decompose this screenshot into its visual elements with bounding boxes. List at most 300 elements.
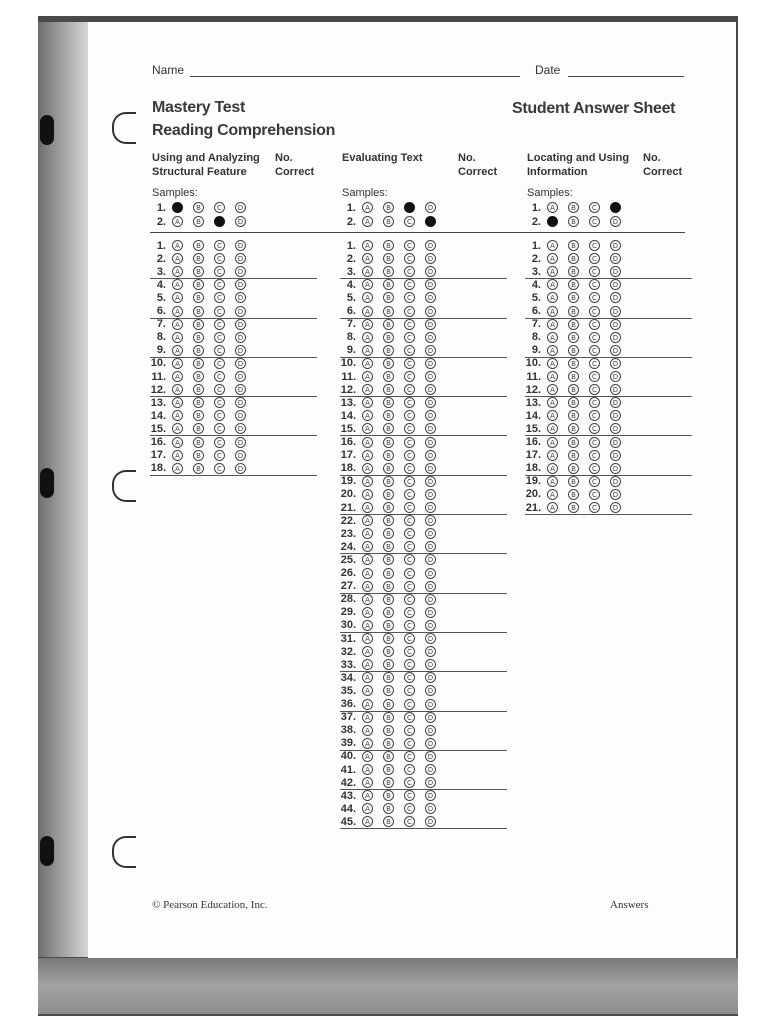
choice-bubble-c[interactable]: C [589,423,600,434]
choice-bubble-b[interactable]: B [383,345,394,356]
choice-bubble-a[interactable]: A [362,607,373,618]
choice-bubble-a[interactable]: A [172,410,183,421]
choice-bubble-b[interactable]: B [383,332,394,343]
choice-bubble-a[interactable]: A [172,345,183,356]
choice-bubble-b[interactable]: B [193,463,204,474]
choice-bubble-a[interactable]: A [362,659,373,670]
choice-bubble-a[interactable]: A [362,790,373,801]
choice-bubble-b[interactable]: B [383,410,394,421]
choice-bubble-b[interactable]: B [193,384,204,395]
choice-bubble-b[interactable]: B [383,568,394,579]
choice-bubble-b[interactable]: B [193,292,204,303]
choice-bubble-a[interactable]: A [172,358,183,369]
choice-bubble-c[interactable]: C [404,725,415,736]
choice-bubble-a[interactable]: A [362,712,373,723]
choice-bubble-d[interactable]: D [425,581,436,592]
choice-bubble-c[interactable]: C [589,476,600,487]
choice-bubble-b[interactable]: B [568,423,579,434]
choice-bubble-d[interactable]: D [235,371,246,382]
choice-bubble-a[interactable]: A [547,319,558,330]
choice-bubble-b[interactable]: B [383,764,394,775]
choice-bubble-c[interactable]: C [404,777,415,788]
choice-bubble-d[interactable]: D [610,216,621,227]
choice-bubble-d[interactable]: D [425,607,436,618]
choice-bubble-d[interactable]: D [235,345,246,356]
choice-bubble-c[interactable]: C [404,554,415,565]
choice-bubble-d[interactable]: D [610,410,621,421]
choice-bubble-a[interactable]: A [362,489,373,500]
choice-bubble-d[interactable]: D [610,332,621,343]
choice-bubble-c[interactable]: C [589,437,600,448]
choice-bubble-a[interactable]: A [362,216,373,227]
choice-bubble-c[interactable]: C [404,345,415,356]
choice-bubble-a[interactable]: A [362,803,373,814]
choice-bubble-c[interactable]: C [214,292,225,303]
choice-bubble-a[interactable]: A [172,240,183,251]
choice-bubble-a[interactable]: A [547,266,558,277]
choice-bubble-c[interactable]: C [214,202,225,213]
choice-bubble-b[interactable]: B [383,358,394,369]
choice-bubble-b[interactable]: B [568,319,579,330]
choice-bubble-c[interactable]: C [214,437,225,448]
choice-bubble-d[interactable]: D [425,266,436,277]
choice-bubble-c[interactable]: C [214,345,225,356]
choice-bubble-c[interactable]: C [214,319,225,330]
choice-bubble-a[interactable]: A [362,554,373,565]
choice-bubble-d[interactable]: D [425,384,436,395]
choice-bubble-c[interactable]: C [404,581,415,592]
choice-bubble-d[interactable]: D [610,489,621,500]
choice-bubble-a[interactable]: A [172,437,183,448]
choice-bubble-d[interactable]: D [610,306,621,317]
choice-bubble-d[interactable]: D [610,292,621,303]
choice-bubble-c[interactable]: C [404,528,415,539]
choice-bubble-a[interactable]: A [547,397,558,408]
choice-bubble-b[interactable]: B [193,358,204,369]
choice-bubble-d[interactable]: D [610,319,621,330]
choice-bubble-d[interactable]: D [235,240,246,251]
choice-bubble-c[interactable]: C [589,253,600,264]
choice-bubble-b[interactable]: B [383,476,394,487]
choice-bubble-c[interactable]: C [404,240,415,251]
choice-bubble-d[interactable]: D [425,463,436,474]
choice-bubble-b[interactable]: B [193,279,204,290]
choice-bubble-b[interactable]: B [383,463,394,474]
choice-bubble-a[interactable]: A [172,332,183,343]
choice-bubble-a[interactable]: A [362,699,373,710]
choice-bubble-b[interactable]: B [383,202,394,213]
choice-bubble-b[interactable]: B [383,397,394,408]
choice-bubble-d[interactable]: D [610,371,621,382]
choice-bubble-d[interactable]: D [425,397,436,408]
choice-bubble-a[interactable]: A [172,306,183,317]
choice-bubble-b[interactable]: B [568,384,579,395]
choice-bubble-b[interactable]: B [193,306,204,317]
choice-bubble-d[interactable]: D [235,358,246,369]
choice-bubble-a[interactable]: A [362,358,373,369]
choice-bubble-c[interactable]: C [404,568,415,579]
choice-bubble-b[interactable]: B [383,594,394,605]
choice-bubble-d[interactable]: D [425,476,436,487]
choice-bubble-a[interactable]: A [547,306,558,317]
choice-bubble-c[interactable]: C [589,266,600,277]
choice-bubble-b[interactable]: B [568,358,579,369]
choice-bubble-c[interactable]: C [404,764,415,775]
choice-bubble-c[interactable]: C [404,450,415,461]
choice-bubble-d[interactable]: D [235,384,246,395]
choice-bubble-d[interactable]: D [425,528,436,539]
choice-bubble-b[interactable]: B [193,423,204,434]
choice-bubble-b[interactable]: B [383,450,394,461]
choice-bubble-c[interactable]: C [404,803,415,814]
choice-bubble-a[interactable]: A [547,202,558,213]
choice-bubble-c[interactable]: C [404,397,415,408]
choice-bubble-a[interactable]: A [362,476,373,487]
choice-bubble-a[interactable]: A [172,216,183,227]
choice-bubble-b[interactable]: B [383,253,394,264]
choice-bubble-a[interactable]: A [362,816,373,827]
choice-bubble-b[interactable]: B [383,777,394,788]
choice-bubble-c[interactable]: C [214,306,225,317]
choice-bubble-b[interactable]: B [383,266,394,277]
choice-bubble-c[interactable]: C [589,319,600,330]
choice-bubble-c[interactable] [404,202,415,213]
choice-bubble-c[interactable]: C [404,659,415,670]
choice-bubble-b[interactable]: B [568,345,579,356]
choice-bubble-d[interactable]: D [425,437,436,448]
choice-bubble-d[interactable]: D [425,685,436,696]
choice-bubble-c[interactable]: C [214,279,225,290]
choice-bubble-c[interactable]: C [589,240,600,251]
choice-bubble-b[interactable]: B [568,489,579,500]
choice-bubble-a[interactable]: A [172,266,183,277]
choice-bubble-a[interactable]: A [547,476,558,487]
choice-bubble-d[interactable]: D [425,423,436,434]
choice-bubble-c[interactable]: C [589,292,600,303]
choice-bubble-d[interactable]: D [235,410,246,421]
choice-bubble-a[interactable]: A [362,253,373,264]
choice-bubble-a[interactable]: A [362,541,373,552]
choice-bubble-c[interactable]: C [589,216,600,227]
choice-bubble-d[interactable]: D [425,450,436,461]
choice-bubble-d[interactable]: D [425,620,436,631]
choice-bubble-b[interactable]: B [383,437,394,448]
choice-bubble-a[interactable]: A [362,384,373,395]
choice-bubble-c[interactable]: C [589,279,600,290]
choice-bubble-c[interactable]: C [404,515,415,526]
choice-bubble-b[interactable]: B [193,397,204,408]
choice-bubble-c[interactable]: C [404,633,415,644]
choice-bubble-a[interactable]: A [547,463,558,474]
choice-bubble-b[interactable]: B [383,699,394,710]
choice-bubble-d[interactable]: D [610,279,621,290]
choice-bubble-d[interactable]: D [425,489,436,500]
choice-bubble-c[interactable]: C [589,489,600,500]
choice-bubble-a[interactable]: A [172,397,183,408]
choice-bubble-a[interactable]: A [362,738,373,749]
choice-bubble-a[interactable]: A [362,764,373,775]
choice-bubble-a[interactable]: A [362,437,373,448]
choice-bubble-d[interactable]: D [425,410,436,421]
choice-bubble-a[interactable]: A [172,279,183,290]
choice-bubble-b[interactable]: B [383,672,394,683]
choice-bubble-a[interactable]: A [362,266,373,277]
choice-bubble-a[interactable]: A [547,292,558,303]
choice-bubble-b[interactable]: B [383,633,394,644]
choice-bubble-a[interactable]: A [362,202,373,213]
choice-bubble-a[interactable]: A [362,568,373,579]
choice-bubble-d[interactable]: D [425,751,436,762]
choice-bubble-a[interactable]: A [547,437,558,448]
choice-bubble-d[interactable]: D [425,646,436,657]
choice-bubble-d[interactable]: D [425,541,436,552]
choice-bubble-d[interactable]: D [425,672,436,683]
choice-bubble-b[interactable]: B [193,410,204,421]
choice-bubble-a[interactable]: A [172,253,183,264]
choice-bubble-c[interactable]: C [214,266,225,277]
choice-bubble-a[interactable]: A [362,633,373,644]
choice-bubble-b[interactable]: B [383,541,394,552]
choice-bubble-c[interactable]: C [404,712,415,723]
choice-bubble-a[interactable]: A [547,410,558,421]
choice-bubble-a[interactable]: A [172,371,183,382]
choice-bubble-c[interactable]: C [589,397,600,408]
choice-bubble-d[interactable]: D [235,216,246,227]
choice-bubble-a[interactable]: A [362,240,373,251]
choice-bubble-d[interactable]: D [425,554,436,565]
choice-bubble-d[interactable]: D [425,777,436,788]
choice-bubble-a[interactable]: A [547,450,558,461]
name-field[interactable] [190,76,520,77]
choice-bubble-d[interactable]: D [235,319,246,330]
choice-bubble-d[interactable]: D [235,266,246,277]
choice-bubble-c[interactable]: C [404,266,415,277]
choice-bubble-c[interactable]: C [589,306,600,317]
choice-bubble-d[interactable]: D [425,816,436,827]
choice-bubble-c[interactable]: C [214,358,225,369]
choice-bubble-b[interactable]: B [568,450,579,461]
choice-bubble-c[interactable]: C [214,371,225,382]
choice-bubble-d[interactable]: D [425,319,436,330]
choice-bubble-c[interactable]: C [404,306,415,317]
choice-bubble-d[interactable]: D [425,803,436,814]
choice-bubble-b[interactable]: B [383,216,394,227]
choice-bubble-a[interactable]: A [362,450,373,461]
choice-bubble-d[interactable]: D [425,699,436,710]
choice-bubble-b[interactable]: B [383,659,394,670]
choice-bubble-d[interactable]: D [610,240,621,251]
choice-bubble-b[interactable]: B [193,332,204,343]
choice-bubble-c[interactable]: C [404,423,415,434]
choice-bubble-b[interactable]: B [383,581,394,592]
choice-bubble-b[interactable]: B [193,216,204,227]
choice-bubble-c[interactable]: C [404,685,415,696]
choice-bubble-d[interactable]: D [610,502,621,513]
choice-bubble-b[interactable]: B [383,319,394,330]
choice-bubble-c[interactable]: C [404,410,415,421]
choice-bubble-b[interactable]: B [193,266,204,277]
choice-bubble-c[interactable]: C [404,620,415,631]
choice-bubble-a[interactable]: A [547,371,558,382]
choice-bubble-c[interactable]: C [589,463,600,474]
choice-bubble-d[interactable]: D [425,659,436,670]
choice-bubble-a[interactable]: A [172,423,183,434]
choice-bubble-c[interactable]: C [404,476,415,487]
choice-bubble-d[interactable]: D [425,568,436,579]
choice-bubble-a[interactable]: A [362,751,373,762]
choice-bubble-b[interactable]: B [568,463,579,474]
choice-bubble-a[interactable]: A [362,319,373,330]
choice-bubble-c[interactable]: C [214,410,225,421]
choice-bubble-b[interactable]: B [383,712,394,723]
choice-bubble-d[interactable]: D [235,202,246,213]
choice-bubble-c[interactable]: C [404,253,415,264]
choice-bubble-a[interactable]: A [547,345,558,356]
choice-bubble-b[interactable]: B [383,306,394,317]
choice-bubble-a[interactable]: A [362,502,373,513]
choice-bubble-b[interactable]: B [568,397,579,408]
choice-bubble-a[interactable]: A [362,397,373,408]
choice-bubble-c[interactable]: C [589,358,600,369]
choice-bubble-d[interactable]: D [425,345,436,356]
choice-bubble-d[interactable]: D [425,515,436,526]
choice-bubble-a[interactable]: A [362,528,373,539]
choice-bubble-d[interactable]: D [425,764,436,775]
choice-bubble-c[interactable]: C [214,397,225,408]
choice-bubble-b[interactable]: B [193,240,204,251]
choice-bubble-c[interactable]: C [404,371,415,382]
choice-bubble-c[interactable]: C [404,332,415,343]
choice-bubble-d[interactable]: D [610,384,621,395]
choice-bubble-d[interactable]: D [610,266,621,277]
choice-bubble-b[interactable]: B [568,371,579,382]
choice-bubble-b[interactable]: B [193,371,204,382]
choice-bubble-d[interactable]: D [610,358,621,369]
choice-bubble-a[interactable]: A [547,423,558,434]
choice-bubble-c[interactable]: C [404,699,415,710]
choice-bubble-a[interactable]: A [362,279,373,290]
choice-bubble-b[interactable]: B [383,751,394,762]
choice-bubble-d[interactable]: D [425,253,436,264]
choice-bubble-c[interactable]: C [589,410,600,421]
choice-bubble-b[interactable]: B [383,738,394,749]
choice-bubble-c[interactable]: C [404,384,415,395]
choice-bubble-b[interactable]: B [193,319,204,330]
choice-bubble-b[interactable]: B [568,476,579,487]
choice-bubble-d[interactable]: D [235,450,246,461]
choice-bubble-b[interactable]: B [383,384,394,395]
choice-bubble-a[interactable]: A [172,463,183,474]
choice-bubble-c[interactable]: C [214,384,225,395]
choice-bubble-b[interactable]: B [383,816,394,827]
choice-bubble-c[interactable]: C [589,332,600,343]
choice-bubble-b[interactable]: B [383,515,394,526]
choice-bubble-b[interactable]: B [383,279,394,290]
choice-bubble-b[interactable]: B [383,607,394,618]
choice-bubble-b[interactable]: B [568,292,579,303]
choice-bubble-c[interactable]: C [589,502,600,513]
choice-bubble-b[interactable]: B [193,437,204,448]
choice-bubble-c[interactable]: C [404,672,415,683]
choice-bubble-c[interactable]: C [214,463,225,474]
choice-bubble-a[interactable]: A [362,332,373,343]
choice-bubble-c[interactable]: C [404,646,415,657]
choice-bubble-a[interactable]: A [362,672,373,683]
choice-bubble-b[interactable]: B [383,423,394,434]
choice-bubble-d[interactable]: D [425,502,436,513]
choice-bubble-c[interactable]: C [404,489,415,500]
choice-bubble-b[interactable]: B [383,646,394,657]
choice-bubble-b[interactable]: B [568,437,579,448]
choice-bubble-d[interactable]: D [610,253,621,264]
choice-bubble-c[interactable]: C [404,541,415,552]
choice-bubble-a[interactable]: A [362,410,373,421]
choice-bubble-c[interactable]: C [589,345,600,356]
choice-bubble-a[interactable]: A [547,384,558,395]
choice-bubble-a[interactable]: A [547,332,558,343]
choice-bubble-b[interactable]: B [383,685,394,696]
choice-bubble-a[interactable]: A [547,253,558,264]
choice-bubble-c[interactable]: C [404,751,415,762]
choice-bubble-b[interactable]: B [568,279,579,290]
choice-bubble-d[interactable]: D [610,345,621,356]
choice-bubble-a[interactable]: A [362,646,373,657]
choice-bubble-c[interactable]: C [214,450,225,461]
choice-bubble-b[interactable]: B [568,202,579,213]
choice-bubble-d[interactable]: D [425,738,436,749]
choice-bubble-c[interactable]: C [404,358,415,369]
choice-bubble-d[interactable]: D [610,397,621,408]
choice-bubble-c[interactable]: C [404,502,415,513]
choice-bubble-b[interactable]: B [383,528,394,539]
choice-bubble-d[interactable] [425,216,436,227]
choice-bubble-a[interactable]: A [547,279,558,290]
choice-bubble-d[interactable]: D [610,463,621,474]
choice-bubble-b[interactable]: B [568,332,579,343]
choice-bubble-a[interactable]: A [547,240,558,251]
choice-bubble-d[interactable]: D [235,332,246,343]
choice-bubble-b[interactable]: B [383,620,394,631]
choice-bubble-d[interactable]: D [235,437,246,448]
choice-bubble-b[interactable]: B [383,554,394,565]
choice-bubble-c[interactable]: C [214,332,225,343]
choice-bubble-c[interactable]: C [404,216,415,227]
choice-bubble-d[interactable]: D [235,423,246,434]
choice-bubble-b[interactable]: B [383,790,394,801]
choice-bubble-b[interactable]: B [193,450,204,461]
choice-bubble-b[interactable]: B [383,725,394,736]
choice-bubble-a[interactable]: A [362,685,373,696]
choice-bubble-c[interactable]: C [214,240,225,251]
choice-bubble-c[interactable]: C [404,319,415,330]
choice-bubble-a[interactable]: A [362,463,373,474]
choice-bubble-a[interactable]: A [362,777,373,788]
choice-bubble-c[interactable]: C [589,202,600,213]
choice-bubble-a[interactable]: A [547,502,558,513]
choice-bubble-a[interactable]: A [362,515,373,526]
choice-bubble-a[interactable] [172,202,183,213]
choice-bubble-d[interactable]: D [425,725,436,736]
choice-bubble-d[interactable]: D [610,476,621,487]
choice-bubble-a[interactable]: A [547,358,558,369]
choice-bubble-a[interactable]: A [172,450,183,461]
choice-bubble-b[interactable]: B [193,345,204,356]
choice-bubble-a[interactable] [547,216,558,227]
choice-bubble-c[interactable]: C [214,423,225,434]
choice-bubble-b[interactable]: B [383,292,394,303]
choice-bubble-d[interactable]: D [425,332,436,343]
choice-bubble-a[interactable]: A [362,725,373,736]
